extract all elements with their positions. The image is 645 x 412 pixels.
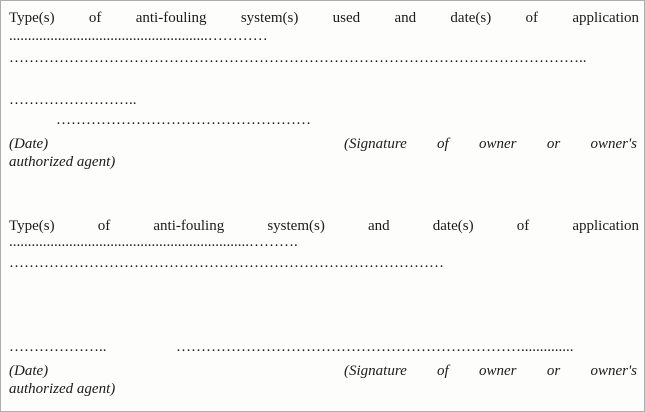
fill-in-dotted-line: …………………………………………………………………………………………………….. (9, 50, 587, 66)
signature-label: (Signature of owner or owner's (344, 363, 637, 379)
date-label: (Date) (9, 363, 49, 379)
dotted-fill-spaced: ………… (207, 28, 268, 44)
signature-label-continued: authorized agent) (9, 381, 116, 397)
date-fill-dotted-line: …………………….. (9, 92, 137, 108)
signature-fill-dotted-line: …………………………………………………………….............. (176, 339, 574, 355)
signature-label: (Signature of owner or owner's (344, 136, 637, 152)
signature-fill-dotted-line: …………………………………………… (56, 112, 311, 128)
fill-in-dotted-line: …………………………………………………………………………… (9, 255, 444, 271)
date-fill-dotted-line: ……………….. (9, 339, 107, 355)
signature-label-continued: authorized agent) (9, 154, 116, 170)
dotted-fill-spaced: ………. (249, 234, 298, 250)
fill-in-dotted-line (9, 27, 639, 46)
fill-in-dotted-line (9, 233, 639, 252)
section-heading: Type(s) of anti-fouling system(s) used and date(s) of application (9, 10, 639, 26)
dotted-fill-dense: ..................................................... (9, 28, 208, 44)
date-label: (Date) (9, 136, 49, 152)
section-heading: Type(s) of anti-fouling system(s) and date(s) of application (9, 218, 639, 234)
dotted-fill-dense: ................................................................ (9, 234, 249, 250)
